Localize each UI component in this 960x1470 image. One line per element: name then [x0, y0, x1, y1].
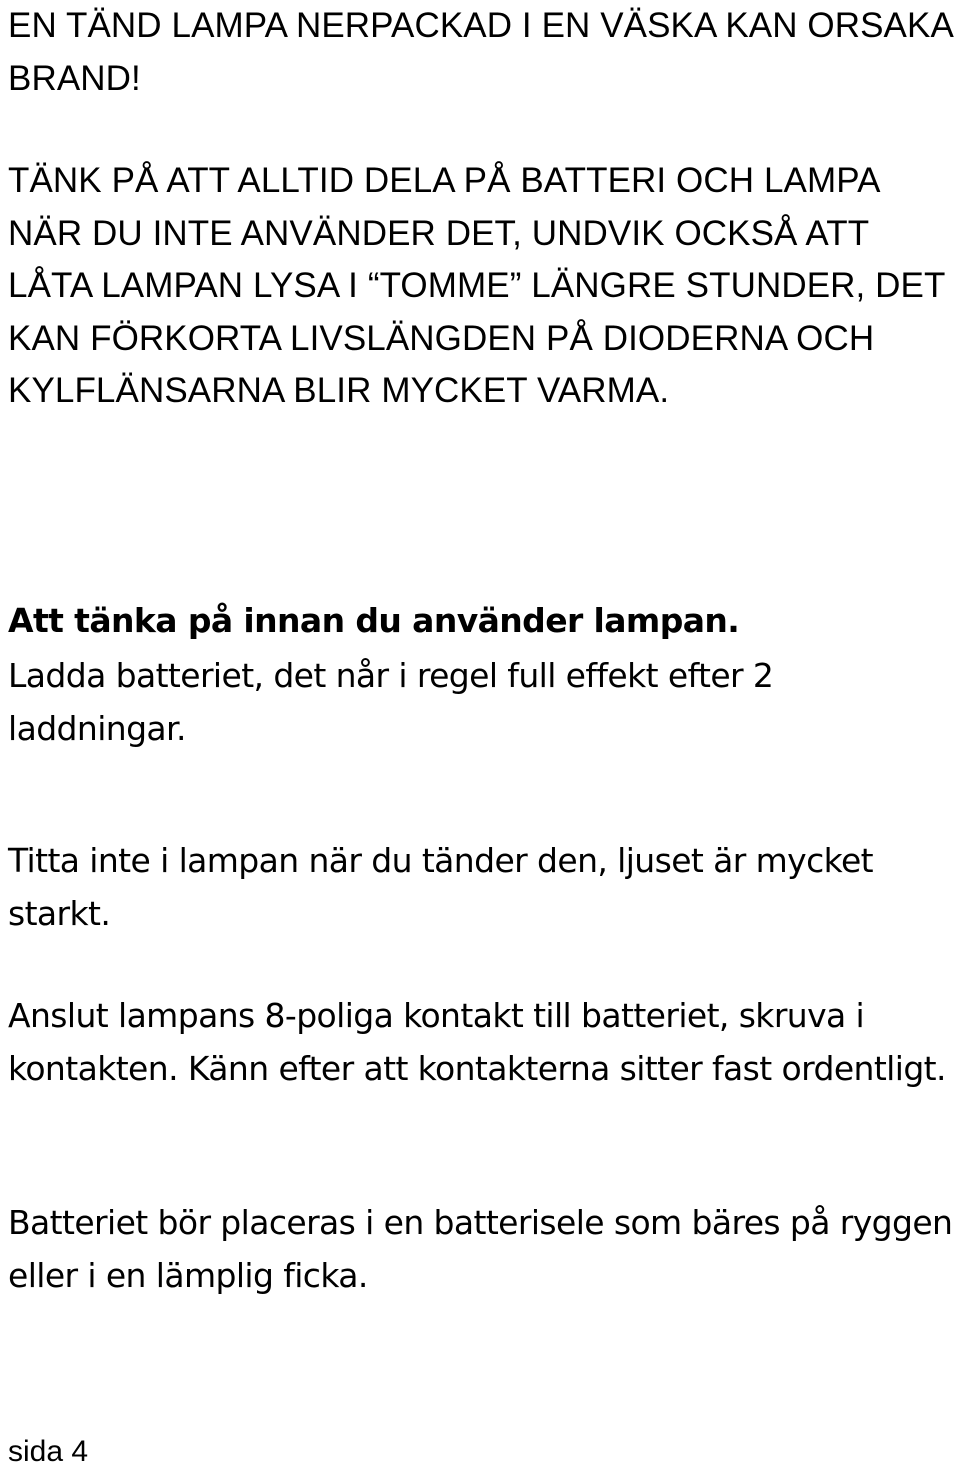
- section-heading: Att tänka på innan du använder lampan.: [8, 601, 740, 640]
- paragraph-dont-look: Titta inte i lampan när du tänder den, ljuset är mycket starkt.: [8, 841, 874, 933]
- page-number: sida 4: [8, 1435, 89, 1468]
- paragraph-charge-battery: Ladda batteriet, det når i regel full effekt efter 2 laddningar.: [8, 656, 774, 748]
- fire-warning-text: EN TÄND LAMPA NERPACKAD I EN VÄSKA KAN ORSAKA BRAND!: [8, 6, 952, 98]
- battery-warning-text: TÄNK PÅ ATT ALLTID DELA PÅ BATTERI OCH LAMPA NÄR DU INTE ANVÄNDER DET, UNDVIK OCKSÅ ATT LÅTA LAMPAN LYSA I “TOMME” LÄNGRE STUNDER, DET KAN FÖRKORTA LIVSLÄNGDEN PÅ DIODERNA OCH KYLFLÄNSARNA BLIR MYCKET VARMA.: [8, 161, 945, 410]
- paragraph-connect-contact: Anslut lampans 8-poliga kontakt till batteriet, skruva i kontakten. Känn efter att kontakterna sitter fast ordentligt.: [8, 996, 946, 1088]
- paragraph-battery-placement: Batteriet bör placeras i en batterisele som bäres på ryggen eller i en lämplig ficka.: [8, 1203, 953, 1295]
